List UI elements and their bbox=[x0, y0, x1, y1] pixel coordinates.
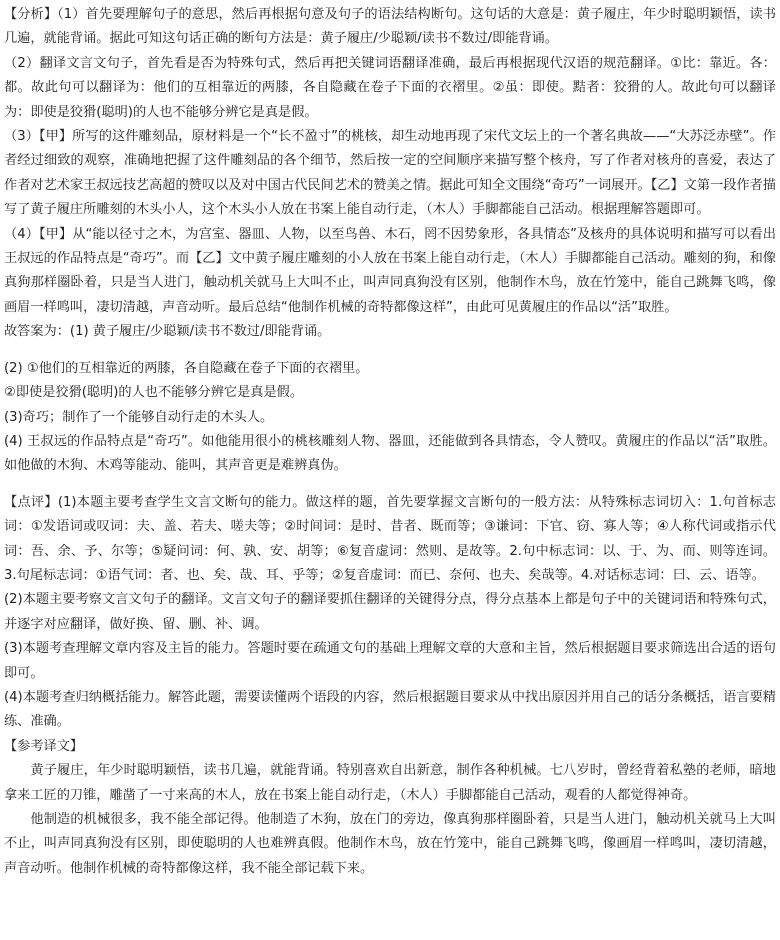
translation-paragraph-1: 黄子履庄，年少时聪明颖悟，读书几遍，就能背诵。特别喜欢自出新意，制作各种机械。七八岁时，曾经背着私塾的老师，暗地拿来工匠的刀锥，雕凿了一寸来高的木人，放在书案上能自动行走，（木人）手脚都能自己活动，观看的人都觉得神奇。 bbox=[4, 763, 776, 803]
answer-section bbox=[4, 320, 776, 478]
comment-paragraph-3: (3)本题考查理解文章内容及主旨的能力。答题时要在疏通文句的基础上理解文章的大意和主旨，然后根据题目要求筛选出合适的语句即可。 bbox=[4, 641, 776, 681]
answer-line-1: 故答案为：(1) 黄子履庄/少聪颖/读书不数过/即能背诵。 bbox=[4, 324, 331, 340]
answer-line-2: (2) ①他们的互相靠近的两膝，各自隐藏在卷子下面的衣褶里。 bbox=[4, 360, 369, 376]
answer-line-5: (4) 王叔远的作品特点是“奇巧”。如他能用很小的桃核雕刻人物、器皿，还能做到各具情态，令人赞叹。黄履庄的作品以“活”取胜。如他做的木狗、木鸡等能动、能叫，其声音更是难辨真伪。 bbox=[4, 433, 776, 474]
analysis-paragraph-2: （2）翻译文言文句子，首先看是否为特殊句式，然后再把关键词语翻译准确，最后再根据现代汉语的规范翻译。①比：靠近。各：都。故此句可以翻译为：他们的互相靠近的两膝，各自隐藏在卷子下面的衣褶里。②虽：即使。黠者：狡猾的人。故此句可以翻译为：即使是狡猾(聪明)的人也不能够分辨它是真是假。 bbox=[4, 55, 776, 120]
translation-paragraph-2: 他制造的机械很多，我不能全部记得。他制造了木狗，放在门的旁边，像真狗那样圈卧着，只是当人进门，触动机关就马上大叫不止，叫声同真狗没有区别，即使聪明的人也难辨真假。他制作木鸟，放在竹笼中，能自己跳舞飞鸣，像画眉一样鸣叫，凄切清越，声音动听。他制作机械的奇特都像这样，我不能全部记载下来。 bbox=[4, 812, 776, 876]
translation-section bbox=[4, 735, 776, 881]
analysis-paragraph-4: （4）【甲】从“能以径寸之木，为宫室、器皿、人物，以至鸟兽、木石，罔不因势象形，各具情态”及核舟的具体说明和描写可以看出王叔远的作品特点是“奇巧”。而【乙】文中黄子履庄雕刻的小人放在书案上能自动行走，（木人）手脚都能自己活动。雕刻的狗，和像真狗那样圈卧着，只是当人进门，触动机关就马上大叫不止，叫声同真狗没有区别，他制作木鸟，放在竹笼中，能自己跳舞飞鸣，像画眉一样鸣叫，凄切清越，声音动听。最后总结“他制作机械的奇特都像这样”，由此可见黄履庄的作品以“活”取胜。 bbox=[4, 226, 776, 315]
spacer bbox=[4, 479, 776, 491]
translation-title: 【参考译文】 bbox=[4, 738, 84, 754]
comment-paragraph-1: 【点评】(1)本题主要考查学生文言文断句的能力。做这样的题，首先要掌握文言断句的一般方法：从特殊标志词切入：1.句首标志词：①发语词或叹词：夫、盖、若夫、嗟夫等；②时间词：是时、昔者、既而等；③谦词：下官、窃、寡人等；④人称代词或指示代词：吾、余、予、尔等；⑤疑问词：何、孰、安、胡等；⑥复音虚词：然则、是故等。2.句中标志词：以、于、为、而、则等连词。3.句尾标志词：①语气词：者、也、矣、哉、耳、乎等；②复音虚词：而已、奈何、也夫、矣哉等。4.对话标志词：曰、云、语等。 bbox=[4, 494, 776, 583]
analysis-section bbox=[4, 3, 776, 320]
comment-paragraph-2: (2)本题主要考察文言文句子的翻译。文言文句子的翻译要抓住翻译的关键得分点，得分点基本上都是句子中的关键词语和特殊句式，并逐字对应翻译，做好换、留、删、补、调。 bbox=[4, 592, 776, 632]
comment-section bbox=[4, 491, 776, 735]
answer-line-4: (3)奇巧；制作了一个能够自动行走的木头人。 bbox=[4, 409, 274, 425]
answer-line-3: ②即使是狡猾(聪明)的人也不能够分辨它是真是假。 bbox=[4, 385, 304, 401]
comment-paragraph-4: (4)本题考查归纳概括能力。解答此题，需要读懂两个语段的内容，然后根据题目要求从中找出原因并用自己的话分条概括，语言要精练、准确。 bbox=[4, 689, 776, 730]
spacer bbox=[4, 345, 776, 357]
analysis-paragraph-1: 【分析】（1）首先要理解句子的意思，然后再根据句意及句子的语法结构断句。这句话的大意是：黄子履庄，年少时聪明颖悟，读书几遍，就能背诵。据此可知这句话正确的断句方法是：黄子履庄/少聪颖/读书不数过/即能背诵。 bbox=[4, 7, 776, 47]
analysis-paragraph-3: （3）【甲】所写的这件雕刻品，原材料是一个“长不盈寸”的桃核，却生动地再现了宋代文坛上的一个著名典故——“大苏泛赤壁”。作者经过细致的观察，准确地把握了这件雕刻品的各个细节，然后按一定的空间顺序来描写整个核舟，写了作者对核舟的喜爱，表达了作者对艺术家王叔远技艺高超的赞叹以及对中国古代民间艺术的赞美之情。据此可知全文围绕“奇巧”一词展开。【乙】文第一段作者描写了黄子履庄所雕刻的木头小人，这个木头小人放在书案上能自动行走，（木人）手脚都能自己活动。根据理解答题即可。 bbox=[4, 129, 776, 218]
